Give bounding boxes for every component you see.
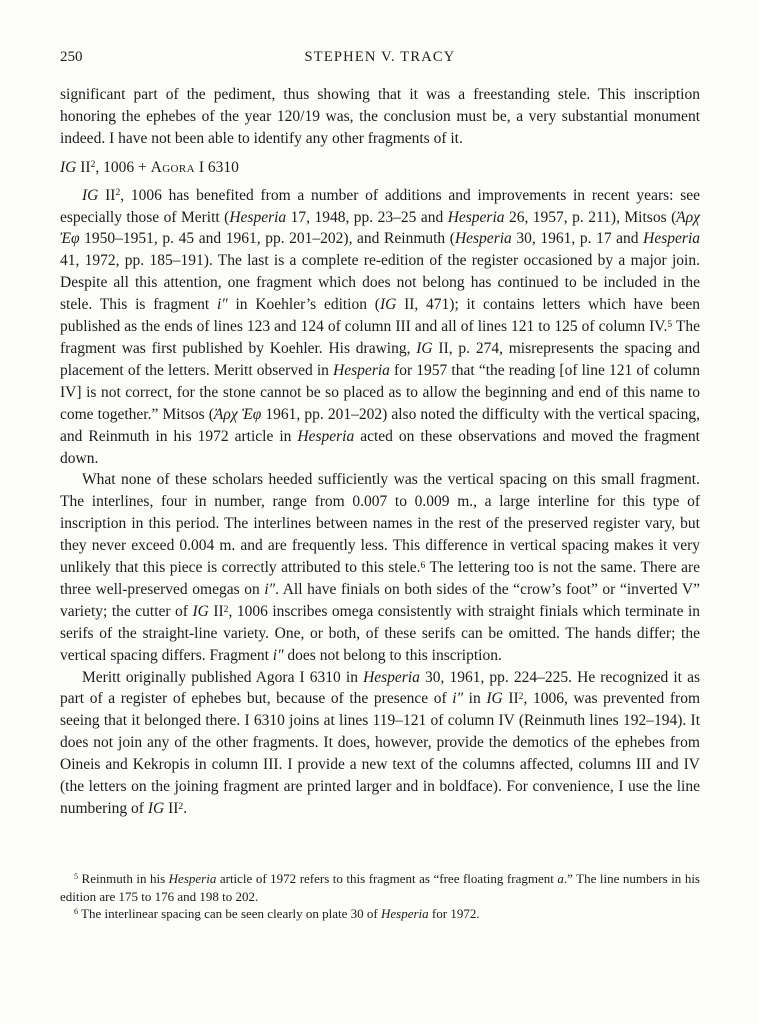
superscript: 6 (74, 907, 79, 917)
text-run: in (463, 690, 487, 708)
text-run: Ἀρχ Ἐφ (60, 208, 700, 248)
text-run: II (208, 602, 224, 620)
text-run: 30, 1961, p. 17 and (511, 230, 644, 248)
paragraph (60, 185, 700, 470)
text-run: 30, 1961, pp. 224–225. He recognized it as part of a register of ephebes but, because of the presence of (60, 668, 700, 708)
text-run: Hesperia (168, 870, 217, 886)
text-run: Meritt originally published Agora I 6310 in (82, 668, 364, 686)
text-run: Agora (150, 158, 195, 176)
text-run: Hesperia (229, 208, 287, 226)
superscript: 6 (420, 559, 426, 571)
text-run: , 1006 inscribes omega consistently with straight finials which terminate in serifs of the straight-line variety. One, or both, of these serifs can be omitted. The hands differ; the vertical spacing differs. Fragment (60, 602, 701, 664)
text-run: The interlinear spacing can be seen clearly on plate 30 of (78, 906, 381, 922)
text-run: IG (60, 158, 77, 176)
footnote (60, 905, 700, 923)
text-run: II (502, 690, 519, 708)
text-run: Hesperia (381, 906, 429, 922)
text-run: Hesperia (363, 668, 420, 686)
text-run: 41, 1972, pp. 185–191). The last is a complete re-edition of the register occasioned by a major join. Despite all this attention, one fragment which does not belong has continued to be included in the stele. This is fragment (60, 252, 700, 314)
paragraph (60, 469, 700, 666)
text-run: in Koehler’s edition ( (227, 296, 380, 314)
text-run: a (557, 870, 564, 886)
text-run: Hesperia (333, 361, 390, 379)
text-run: What none of these scholars heeded sufficiently was the vertical spacing on this small fragment. The interlines, four in number, range from 0.007 to 0.009 m., a large interline for this type of inscription in this period. The interlines between names in the rest of the preserved register vary, but they never exceed 0.004 m. and are frequently less. This difference in vertical spacing makes it very unlikely that this piece is correctly attributed to this stele. (60, 471, 700, 577)
text-run: The fragment was first published by Koehler. His drawing, (60, 318, 700, 357)
page-number: 250 (60, 49, 83, 65)
superscript: 5 (667, 318, 673, 330)
text-run: i″ (452, 690, 464, 708)
text-run: IG (192, 602, 209, 620)
text-run: Hesperia (643, 230, 700, 248)
text-run: for 1957 that “the reading [of line 121 of column IV] is not correct, for the stone cannot be so placed as to allow the beginning and end of this name to come together.” Mitsos ( (60, 361, 700, 423)
text-run: II (164, 800, 179, 817)
text-run: II, p. 274, misrepresents the spacing and placement of the letters. Meritt observed in (60, 339, 700, 379)
footnote (60, 870, 700, 905)
paragraph (60, 84, 700, 150)
text-run: , 1006 + (95, 158, 151, 176)
superscript: 5 (74, 872, 79, 882)
text-run: i″ (264, 580, 276, 598)
text-run: Hesperia (454, 230, 512, 248)
text-run: for 1972. (428, 906, 480, 922)
text-run: 17, 1948, pp. 23–25 and (286, 208, 448, 226)
text-run: Hesperia (297, 427, 355, 445)
text-run: II (76, 158, 91, 176)
text-run: , 1006, was prevented from seeing that it belonged there. I 6310 joins at lines 119–121 of column IV (Reinmuth lines 192–194). It does not join any of the other fragments. It does, however, provide the demotics of the ephebes from Oineis and Kekropis in column III. I provide a new text of the columns affected, columns III and IV (the letters on the joining fragment are printed larger and in boldface). For convenience, I use the line numbering of (60, 690, 701, 817)
text-run: IG (147, 800, 165, 817)
text-run: IG (416, 339, 433, 357)
text-run: article of 1972 refers to this fragment as “free floating fragment (216, 870, 558, 886)
text-run: The lettering too is not the same. There are three well-preserved omegas on (60, 559, 701, 598)
paragraph (60, 667, 700, 820)
text-run: IG (82, 186, 99, 204)
text-run: does not belong to this inscription. (283, 646, 502, 664)
page-header (60, 49, 700, 68)
text-run: II (98, 186, 116, 204)
text-run: Ἀρχ Ἐφ (213, 405, 262, 423)
text-run: .” The line numbers in his edition are 175 to 176 and 198 to 202. (60, 870, 700, 904)
text-run: acted on these observations and moved the fragment down. (60, 427, 700, 467)
superscript: 2 (90, 159, 96, 171)
superscript: 2 (518, 691, 524, 703)
text-run: 1950–1951, p. 45 and 1961, pp. 201–202), and Reinmuth ( (79, 230, 455, 248)
footnotes-section (60, 870, 700, 923)
text-run: II, 471); it contains letters which have been published as the ends of lines 123 and 124 of column III and all of lines 121 to 125 of column IV. (60, 296, 700, 336)
text-run: Reinmuth in his (78, 870, 169, 886)
text-run: i″ (272, 646, 284, 664)
superscript: 2 (115, 187, 121, 199)
superscript: 2 (178, 800, 184, 812)
superscript: 2 (223, 603, 229, 615)
running-head: STEPHEN V. TRACY (304, 49, 456, 65)
text-run: IG (486, 690, 503, 708)
text-run: , 1006 has benefited from a number of additions and improvements in recent years: see especially those of Meritt ( (60, 186, 700, 226)
text-run: . All have finials on both sides of the “crow’s foot” or “inverted V” variety; the cutter of (60, 580, 700, 620)
text-run: i″ (216, 296, 228, 314)
text-run: 26, 1957, p. 211), Mitsos ( (504, 208, 677, 226)
section-heading (60, 157, 700, 179)
text-run: significant part of the pediment, thus showing that it was a freestanding stele. This inscription honoring the ephebes of the year 120/19 was, the conclusion must be, a very substantial monument indeed. I have not been able to identify any other fragments of it. (60, 86, 700, 147)
text-run: . (183, 800, 188, 817)
text-run: I 6310 (194, 158, 239, 176)
text-run: IG (379, 296, 397, 314)
text-run: Hesperia (447, 208, 505, 226)
text-run: 1961, pp. 201–202) also noted the difficulty with the vertical spacing, and Reinmuth in his 1972 article in (60, 405, 700, 445)
article-body (60, 84, 700, 820)
